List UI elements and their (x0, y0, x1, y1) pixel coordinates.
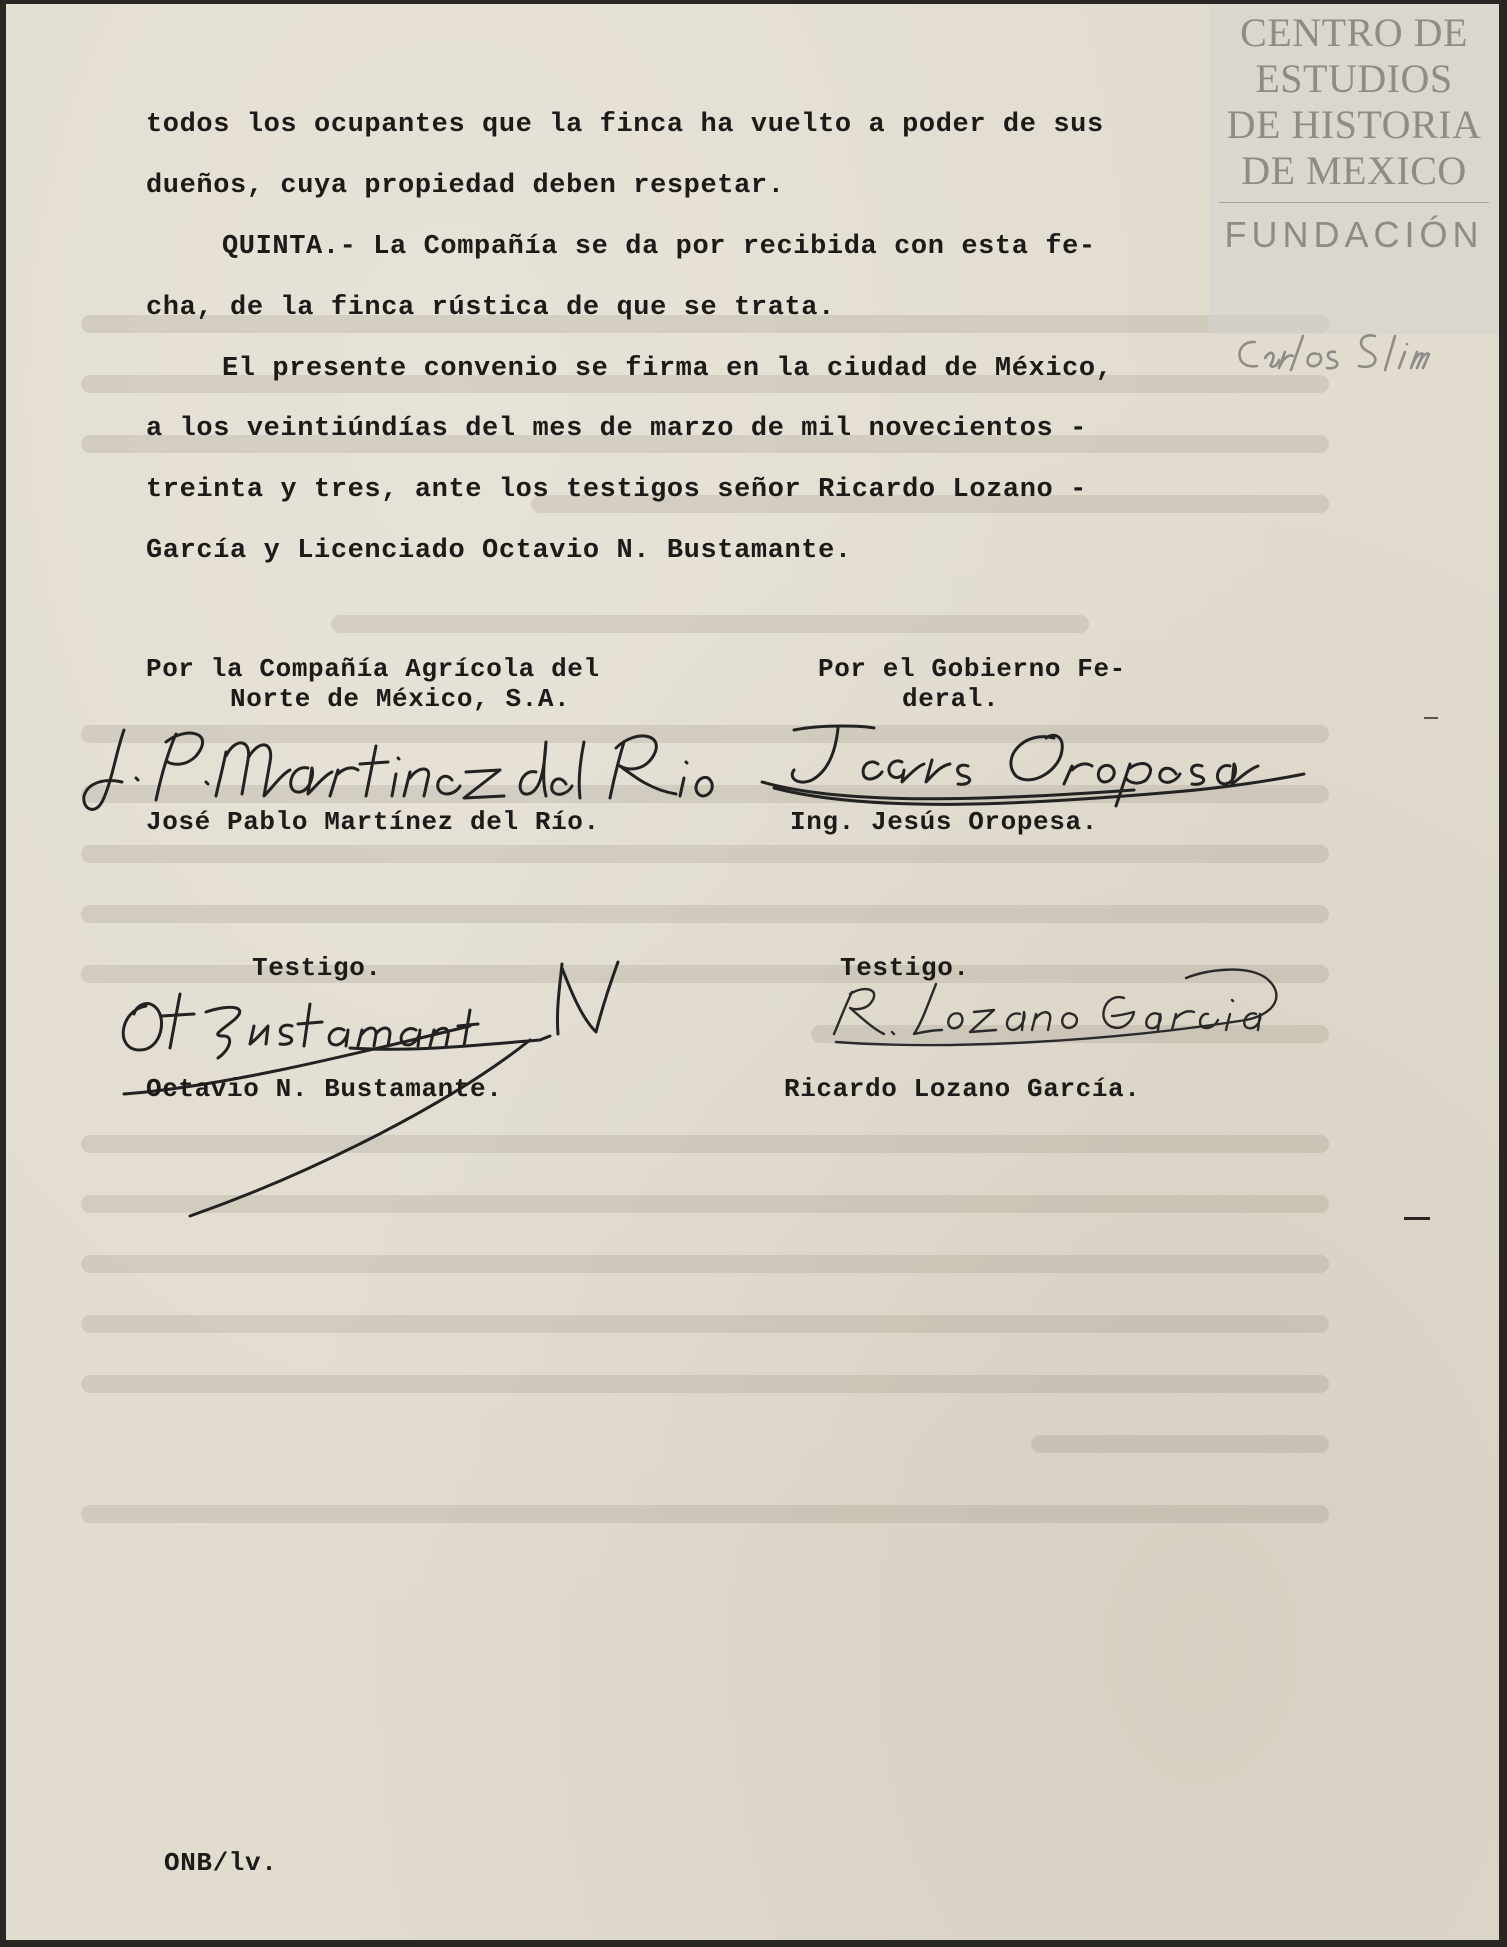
left-signatory-heading-1: Por la Compañía Agrícola del (146, 654, 600, 684)
watermark-script-signature (1225, 322, 1495, 382)
body-line-4: cha, de la finca rústica de que se trata. (146, 293, 835, 323)
right-signatory-heading-2: deral. (902, 684, 1000, 714)
lozano-garcia-signature (806, 934, 1286, 1054)
watermark-divider (1219, 202, 1489, 203)
watermark-line-3: DE HISTORIA (1226, 102, 1482, 147)
document-page (6, 4, 1499, 1940)
body-line-2: dueños, cuya propiedad deben respetar. (146, 171, 785, 201)
body-line-8: García y Licenciado Octavio N. Bustamante. (146, 536, 852, 566)
left-signatory-name: José Pablo Martínez del Río. (146, 807, 600, 837)
body-line-5: El presente convenio se firma en la ciudad de México, (222, 354, 1113, 384)
left-signatory-heading-2: Norte de México, S.A. (230, 684, 571, 714)
right-witness-label: Testigo. (840, 953, 970, 983)
margin-mark-small (1424, 717, 1438, 719)
body-line-1: todos los ocupantes que la finca ha vuelto a poder de sus (146, 110, 1104, 140)
body-line-3: QUINTA.- La Compañía se da por recibida con esta fe- (222, 232, 1096, 262)
watermark-line-2: ESTUDIOS (1255, 56, 1453, 101)
oropesa-signature (754, 718, 1314, 808)
left-witness-label: Testigo. (252, 953, 382, 983)
right-signatory-name: Ing. Jesús Oropesa. (790, 807, 1098, 837)
margin-mark (1404, 1217, 1430, 1220)
watermark-line-1: CENTRO DE (1240, 10, 1468, 55)
archive-watermark (1209, 4, 1499, 334)
body-line-7: treinta y tres, ante los testigos señor Ricardo Lozano - (146, 475, 1087, 505)
martinez-del-rio-signature (76, 712, 716, 822)
body-line-6: a los veintiúndías del mes de marzo de mil novecientos - (146, 414, 1087, 444)
watermark-line-4: DE MEXICO (1241, 148, 1467, 193)
right-witness-name: Ricardo Lozano García. (784, 1074, 1141, 1104)
right-signatory-heading-1: Por el Gobierno Fe- (818, 654, 1126, 684)
left-witness-name: Octavio N. Bustamante. (146, 1074, 503, 1104)
typist-initials: ONB/lv. (164, 1848, 278, 1878)
watermark-foundation: FUNDACIÓN (1224, 214, 1484, 255)
